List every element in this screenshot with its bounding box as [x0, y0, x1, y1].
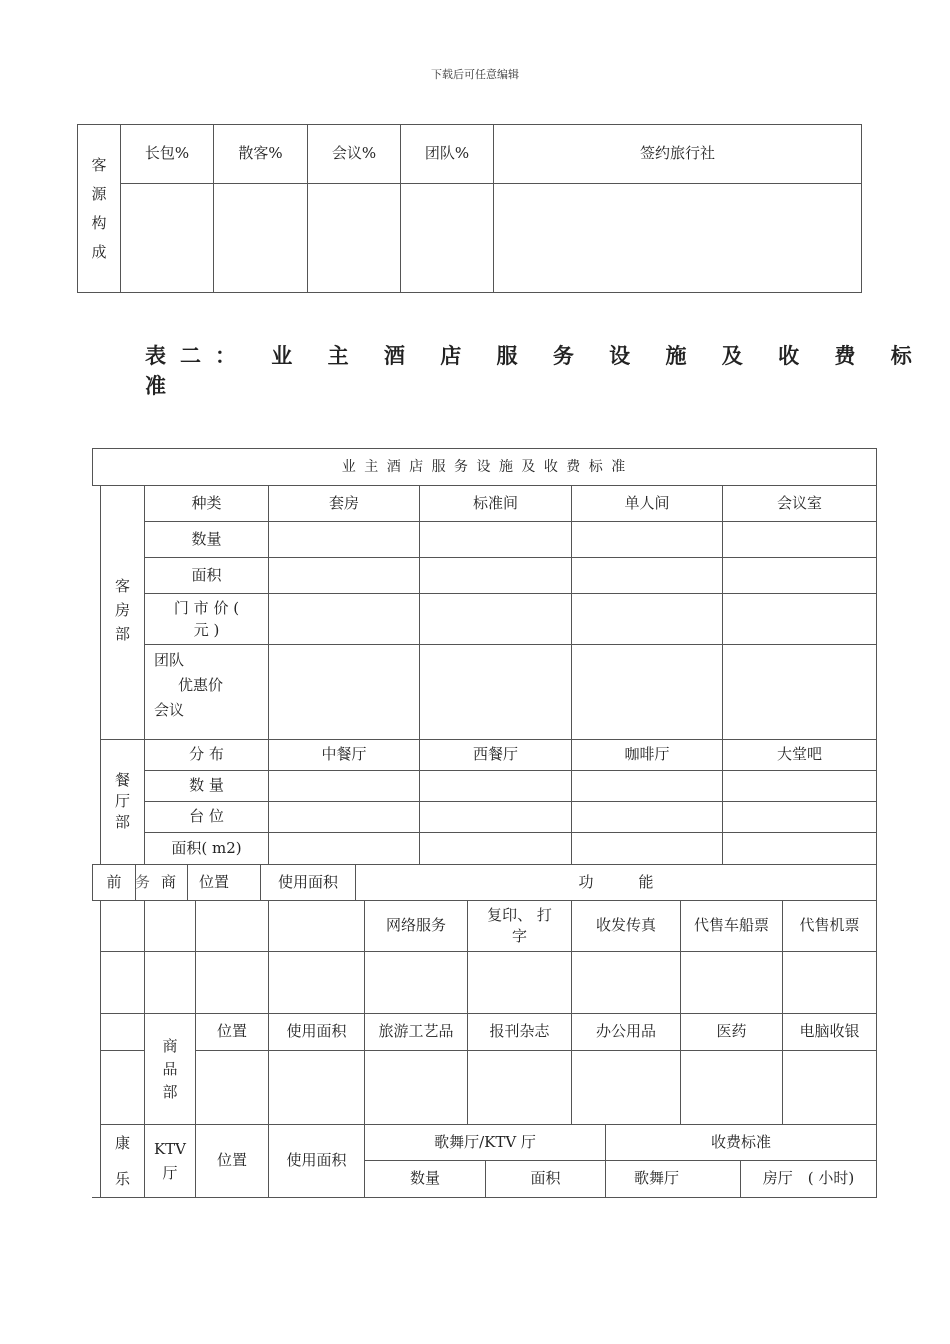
dining-chinese-restaurant: 中餐厅: [321, 745, 367, 764]
service-fax: 收发传真: [595, 916, 656, 935]
rooms-row-quantity: 数量: [191, 529, 222, 548]
facility-caption: 业 主 酒 店 服 务 设 施 及 收 费 标 准: [341, 458, 628, 475]
section-title: 表二： 业 主 酒 店 服 务 设 施 及 收 费 标 准: [145, 344, 926, 398]
dining-dept-label: 餐 厅 部: [114, 770, 130, 831]
recreation-dept-label: 康 乐: [114, 1134, 130, 1188]
recreation-fee-header: 收费标准: [710, 1132, 771, 1151]
service-train-ship-tickets: 代售车船票: [693, 916, 769, 935]
service-copy-print: 复印、 打字: [487, 906, 552, 945]
shop-dept-label: 商 品 部: [162, 1036, 178, 1101]
business-area-header: 使用面积: [277, 872, 338, 891]
business-fragment-label: 务: [135, 872, 151, 891]
business-function-header: 功 能: [578, 872, 654, 891]
rooms-row-area: 面积: [191, 565, 222, 584]
rooms-type-header: 种类: [191, 493, 222, 512]
shop-item-crafts: 旅游工艺品: [378, 1022, 454, 1041]
recreation-hall-header: 歌舞厅/KTV 厅: [434, 1132, 536, 1151]
dining-row-seats: 台 位: [189, 807, 224, 826]
dining-cafe: 咖啡厅: [624, 745, 670, 764]
dining-distribution-header: 分 布: [189, 745, 224, 764]
room-type-single: 单人间: [624, 493, 670, 512]
shop-area-header: 使用面积: [286, 1022, 347, 1041]
rooms-row-door-price: 门 市 价 ( 元 ): [173, 598, 240, 639]
recreation-area: 面积: [530, 1169, 561, 1188]
business-center-label: 商: [160, 872, 176, 891]
shop-item-medicine: 医药: [716, 1022, 747, 1041]
room-type-suite: 套房: [328, 493, 359, 512]
recreation-quantity: 数量: [409, 1169, 440, 1188]
recreation-room-hour: 房厅 ( 小时): [762, 1169, 855, 1188]
recreation-location-header: 位置: [216, 1151, 247, 1170]
recreation-ktv-label: KTV厅: [153, 1139, 187, 1182]
shop-location-header: 位置: [216, 1022, 247, 1041]
rooms-dept-label: 客 房 部: [114, 577, 130, 643]
shop-item-office-supplies: 办公用品: [595, 1022, 656, 1041]
header-conference: 会议%: [331, 144, 377, 163]
service-air-tickets: 代售机票: [799, 916, 860, 935]
dining-lobby-bar: 大堂吧: [776, 745, 822, 764]
dining-row-quantity: 数 量: [189, 776, 224, 795]
recreation-area-header: 使用面积: [286, 1151, 347, 1170]
page-header: 下载后可任意编辑: [431, 68, 519, 81]
recreation-ticket: 歌舞厅: [633, 1169, 679, 1188]
dining-western-restaurant: 西餐厅: [472, 745, 518, 764]
header-long-stay: 长包%: [144, 144, 190, 163]
rooms-row-group-price: 团队 优惠价 会议: [154, 651, 224, 719]
header-walk-in: 散客%: [238, 144, 283, 163]
source-row-label: 客 源 构 成: [91, 156, 107, 261]
dining-row-area: 面积( m2): [171, 838, 242, 857]
header-contracted-agency: 签约旅行社: [639, 144, 715, 163]
service-network: 网络服务: [385, 916, 446, 935]
business-front-label: 前: [106, 872, 122, 891]
header-group: 团队%: [424, 144, 470, 163]
shop-item-newspapers: 报刊杂志: [489, 1022, 550, 1041]
room-type-standard: 标准间: [472, 493, 518, 512]
room-type-meeting: 会议室: [776, 493, 822, 512]
shop-item-pos: 电脑收银: [799, 1022, 860, 1041]
business-location-header: 位置: [198, 872, 229, 891]
